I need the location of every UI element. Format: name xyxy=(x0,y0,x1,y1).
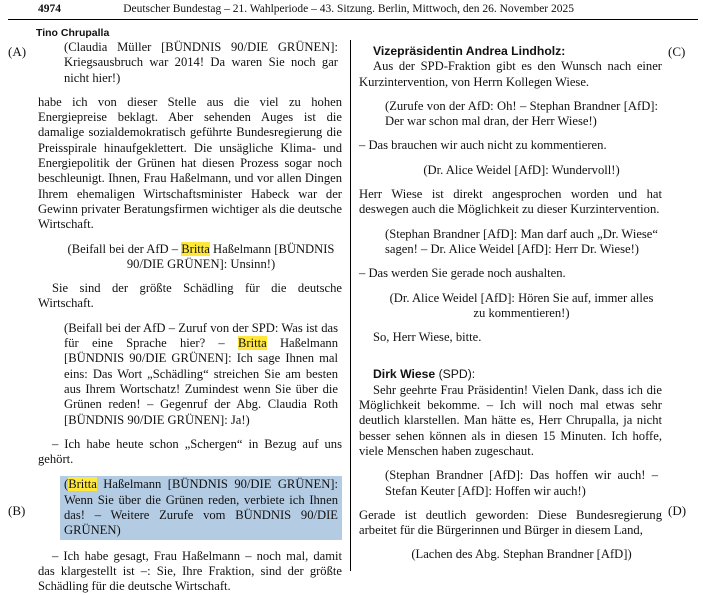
right-column xyxy=(359,44,662,563)
speech-paragraph: Gerade ist deutlich geworden: Diese Bundesregierung arbeitet für die Bürgerinnen und Bürger in diesem Land, xyxy=(359,507,662,538)
speech-paragraph: habe ich von dieser Stelle aus die viel zu hohen Energiepreise beklagt. Aber sehenden Auges ist die damalige sozialdemokratisch geführte Bundesregierung die Preisspirale hinaufgeklettert. Die unsägliche Klima- und Energiepolitik der Grünen hat diesen Prozess sogar noch beschleunigt. Ihnen, Frau Haßelmann, und vor allen Dingen Ihrem ehemaligen Wirtschaftsminister Habeck war der Gewinn privater Beratungsfirmen wichtiger als die deutsche Wirtschaft. xyxy=(38,94,342,232)
speech-paragraph: – Das werden Sie gerade noch aushalten. xyxy=(359,266,566,281)
search-highlight: Britta xyxy=(68,477,97,492)
interjection: (Stephan Brandner [AfD]: Das hoffen wir auch! – Stefan Keuter [AfD]: Hoffen wir auch!) xyxy=(385,468,658,498)
speech-paragraph: So, Herr Wiese, bitte. xyxy=(373,330,482,345)
interjection: (Stephan Brandner [AfD]: Man darf auch „Dr. Wiese“ sagen! – Dr. Alice Weidel [AfD]: Herr Dr. Wiese!) xyxy=(385,226,658,256)
interjection: (Dr. Alice Weidel [AfD]: Hören Sie auf, immer alles zu kommentieren!) xyxy=(389,290,654,320)
interjection: (Dr. Alice Weidel [AfD]: Wundervoll!) xyxy=(423,162,620,177)
speech-paragraph: Aus der SPD-Fraktion gibt es den Wunsch nach einer Kurzintervention, von Herrn Kollegen Wiese. xyxy=(359,59,662,89)
margin-label-d: (D) xyxy=(668,503,687,518)
interjection: (Zurufe von der AfD: Oh! – Stephan Brandner [AfD]: Der war schon mal dran, der Herr Wiese!) xyxy=(385,98,658,129)
current-speaker-label: Tino Chrupalla xyxy=(36,27,110,39)
margin-label-b: (B) xyxy=(8,503,26,518)
speech-paragraph: Sie sind der größte Schädling für die deutsche Wirtschaft. xyxy=(38,281,342,311)
interjection: (Beifall bei der AfD – Zuruf von der SPD: Was ist das für eine Sprache hier? – Britta Haßelmann [BÜNDNIS 90/DIE GRÜNEN]: Ich sage Ihnen mal eins: Das Wort „Schädling“ streichen Sie am besten aus Ihrem Wortschatz! Zumindest wenn Sie über die Grünen reden! – Gegenruf der Abg. Claudia Roth [BÜNDNIS 90/DIE GRÜNEN]: Ja!) xyxy=(64,320,338,427)
selected-text-block[interactable]: (Britta Haßelmann [BÜNDNIS 90/DIE GRÜNEN]: Wenn Sie über die Grünen reden, verbiete ich Ihnen das! – Weitere Zurufe vom BÜNDNIS 90/DIE GRÜNEN) xyxy=(60,476,342,539)
speech-paragraph: – Das brauchen wir auch nicht zu kommentieren. xyxy=(359,138,607,153)
running-title: Deutscher Bundestag – 21. Wahlperiode – 43. Sitzung. Berlin, Mittwoch, den 26. November 2025 xyxy=(123,3,574,15)
search-highlight: Britta xyxy=(238,336,267,351)
left-column xyxy=(38,40,342,595)
margin-label-c: (C) xyxy=(668,44,686,59)
speech-paragraph: Herr Wiese ist direkt angesprochen worden und hat deswegen auch die Möglichkeit zu dieser Kurzintervention. xyxy=(359,187,662,217)
interjection: (Lachen des Abg. Stephan Brandner [AfD]) xyxy=(411,547,632,562)
interjection: (Beifall bei der AfD – Britta Haßelmann [BÜNDNIS 90/DIE GRÜNEN]: Unsinn!) xyxy=(67,241,335,271)
speech-paragraph: – Ich habe gesagt, Frau Haßelmann – noch mal, damit das klargestellt ist –: Sie, Ihre Fraktion, sind der größte Schädling für die deutsche Wirtschaft. xyxy=(38,548,342,594)
speech-paragraph: – Ich habe heute schon „Schergen“ in Bezug auf uns gehört. xyxy=(38,436,342,467)
speaker-heading: Dirk Wiese (SPD): xyxy=(373,367,476,382)
speech-paragraph: Sehr geehrte Frau Präsidentin! Vielen Dank, dass ich die Möglichkeit bekomme. – Ich will noch mal etwas sehr deutlich klarstellen. Man hätte es, Herr Chrupalla, ja nicht besser sehen können als in diesen 15 Minuten. Ich hoffe, viele Menschen haben zugeschaut. xyxy=(359,382,662,458)
column-divider xyxy=(350,40,351,571)
page-header xyxy=(8,3,698,20)
margin-label-a: (A) xyxy=(8,44,27,59)
speaker-heading: Vizepräsidentin Andrea Lindholz: xyxy=(373,44,566,58)
search-highlight: Britta xyxy=(181,241,210,256)
interjection: (Claudia Müller [BÜNDNIS 90/DIE GRÜNEN]: Kriegsausbruch war 2014! Da waren Sie noch gar nicht hier!) xyxy=(64,40,338,85)
page-number: 4974 xyxy=(38,3,61,15)
